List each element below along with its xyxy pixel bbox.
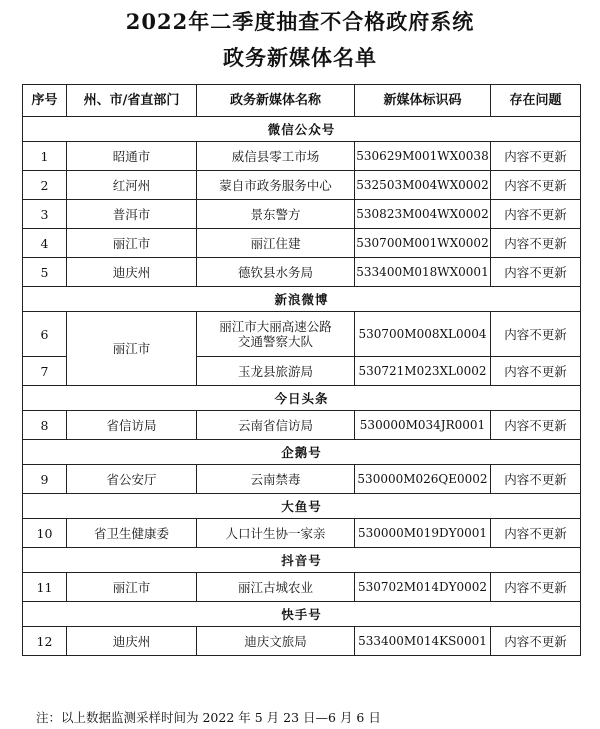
row-issue: 内容不更新 bbox=[491, 312, 581, 357]
row-no: 10 bbox=[23, 519, 67, 548]
row-name bbox=[197, 312, 355, 357]
row-code: 530721M023XL0002 bbox=[355, 357, 491, 386]
row-issue: 内容不更新 bbox=[491, 627, 581, 656]
row-no: 7 bbox=[23, 357, 67, 386]
header-code: 新媒体标识码 bbox=[355, 85, 491, 117]
header-issue: 存在问题 bbox=[491, 85, 581, 117]
row-name: 丽江古城农业 bbox=[197, 573, 355, 602]
table-row bbox=[23, 229, 581, 258]
row-dept: 丽江市 bbox=[67, 573, 197, 602]
row-no: 3 bbox=[23, 200, 67, 229]
row-issue: 内容不更新 bbox=[491, 465, 581, 494]
row-code: 530702M014DY0002 bbox=[355, 573, 491, 602]
row-name: 玉龙县旅游局 bbox=[197, 357, 355, 386]
header-no: 序号 bbox=[23, 85, 67, 117]
row-no: 2 bbox=[23, 171, 67, 200]
row-no: 6 bbox=[23, 312, 67, 357]
row-issue: 内容不更新 bbox=[491, 258, 581, 287]
table-row bbox=[23, 258, 581, 287]
row-dept: 省卫生健康委 bbox=[67, 519, 197, 548]
section-weibo: 新浪微博 bbox=[23, 287, 581, 312]
row-no: 11 bbox=[23, 573, 67, 602]
row-name-line2: 交通警察大队 bbox=[237, 334, 313, 349]
table-row bbox=[23, 519, 581, 548]
row-name: 威信县零工市场 bbox=[197, 142, 355, 171]
row-no: 8 bbox=[23, 411, 67, 440]
row-no: 1 bbox=[23, 142, 67, 171]
row-code: 530629M001WX0038 bbox=[355, 142, 491, 171]
row-no: 12 bbox=[23, 627, 67, 656]
row-name: 云南禁毒 bbox=[197, 465, 355, 494]
row-no: 4 bbox=[23, 229, 67, 258]
row-dept: 省公安厅 bbox=[67, 465, 197, 494]
row-dept: 红河州 bbox=[67, 171, 197, 200]
row-code: 530700M008XL0004 bbox=[355, 312, 491, 357]
row-issue: 内容不更新 bbox=[491, 229, 581, 258]
table-row bbox=[23, 627, 581, 656]
document-title-line1: 2022年二季度抽查不合格政府系统 bbox=[125, 9, 475, 34]
row-code: 530000M034JR0001 bbox=[355, 411, 491, 440]
row-issue: 内容不更新 bbox=[491, 411, 581, 440]
table-header-row bbox=[23, 85, 581, 117]
row-issue: 内容不更新 bbox=[491, 142, 581, 171]
row-name: 景东警方 bbox=[197, 200, 355, 229]
table-row bbox=[23, 465, 581, 494]
row-name: 德钦县水务局 bbox=[197, 258, 355, 287]
row-dept: 丽江市 bbox=[67, 229, 197, 258]
table-row bbox=[23, 142, 581, 171]
row-issue: 内容不更新 bbox=[491, 519, 581, 548]
section-douyin: 抖音号 bbox=[23, 548, 581, 573]
row-name: 云南省信访局 bbox=[197, 411, 355, 440]
table-row bbox=[23, 200, 581, 229]
row-issue: 内容不更新 bbox=[491, 573, 581, 602]
section-penguin: 企鹅号 bbox=[23, 440, 581, 465]
media-list-table bbox=[22, 84, 581, 656]
row-name: 迪庆文旅局 bbox=[197, 627, 355, 656]
table-row bbox=[23, 573, 581, 602]
row-dept: 迪庆州 bbox=[67, 627, 197, 656]
section-dayu: 大鱼号 bbox=[23, 494, 581, 519]
row-code: 530000M026QE0002 bbox=[355, 465, 491, 494]
row-code: 530823M004WX0002 bbox=[355, 200, 491, 229]
section-wechat: 微信公众号 bbox=[23, 117, 581, 142]
header-name: 政务新媒体名称 bbox=[197, 85, 355, 117]
row-dept: 昭通市 bbox=[67, 142, 197, 171]
row-dept: 迪庆州 bbox=[67, 258, 197, 287]
table-row bbox=[23, 411, 581, 440]
row-no: 5 bbox=[23, 258, 67, 287]
table-row bbox=[23, 312, 581, 357]
footnote: 注：以上数据监测采样时间为 2022 年 5 月 23 日—6 月 6 日 bbox=[36, 710, 381, 725]
row-code: 533400M014KS0001 bbox=[355, 627, 491, 656]
header-dept: 州、市/省直部门 bbox=[67, 85, 197, 117]
row-issue: 内容不更新 bbox=[491, 171, 581, 200]
row-dept-merged: 丽江市 bbox=[67, 312, 197, 386]
row-name-line1: 丽江市大丽高速公路 bbox=[219, 319, 332, 334]
row-name: 人口计生协一家亲 bbox=[197, 519, 355, 548]
row-code: 533400M018WX0001 bbox=[355, 258, 491, 287]
row-issue: 内容不更新 bbox=[491, 357, 581, 386]
table-row bbox=[23, 171, 581, 200]
section-kuaishou: 快手号 bbox=[23, 602, 581, 627]
document-title-line2: 政务新媒体名单 bbox=[223, 45, 377, 70]
row-name: 丽江住建 bbox=[197, 229, 355, 258]
row-code: 530000M019DY0001 bbox=[355, 519, 491, 548]
row-dept: 省信访局 bbox=[67, 411, 197, 440]
row-code: 532503M004WX0002 bbox=[355, 171, 491, 200]
row-code: 530700M001WX0002 bbox=[355, 229, 491, 258]
section-toutiao: 今日头条 bbox=[23, 386, 581, 411]
row-dept: 普洱市 bbox=[67, 200, 197, 229]
row-issue: 内容不更新 bbox=[491, 200, 581, 229]
row-no: 9 bbox=[23, 465, 67, 494]
row-name: 蒙自市政务服务中心 bbox=[197, 171, 355, 200]
